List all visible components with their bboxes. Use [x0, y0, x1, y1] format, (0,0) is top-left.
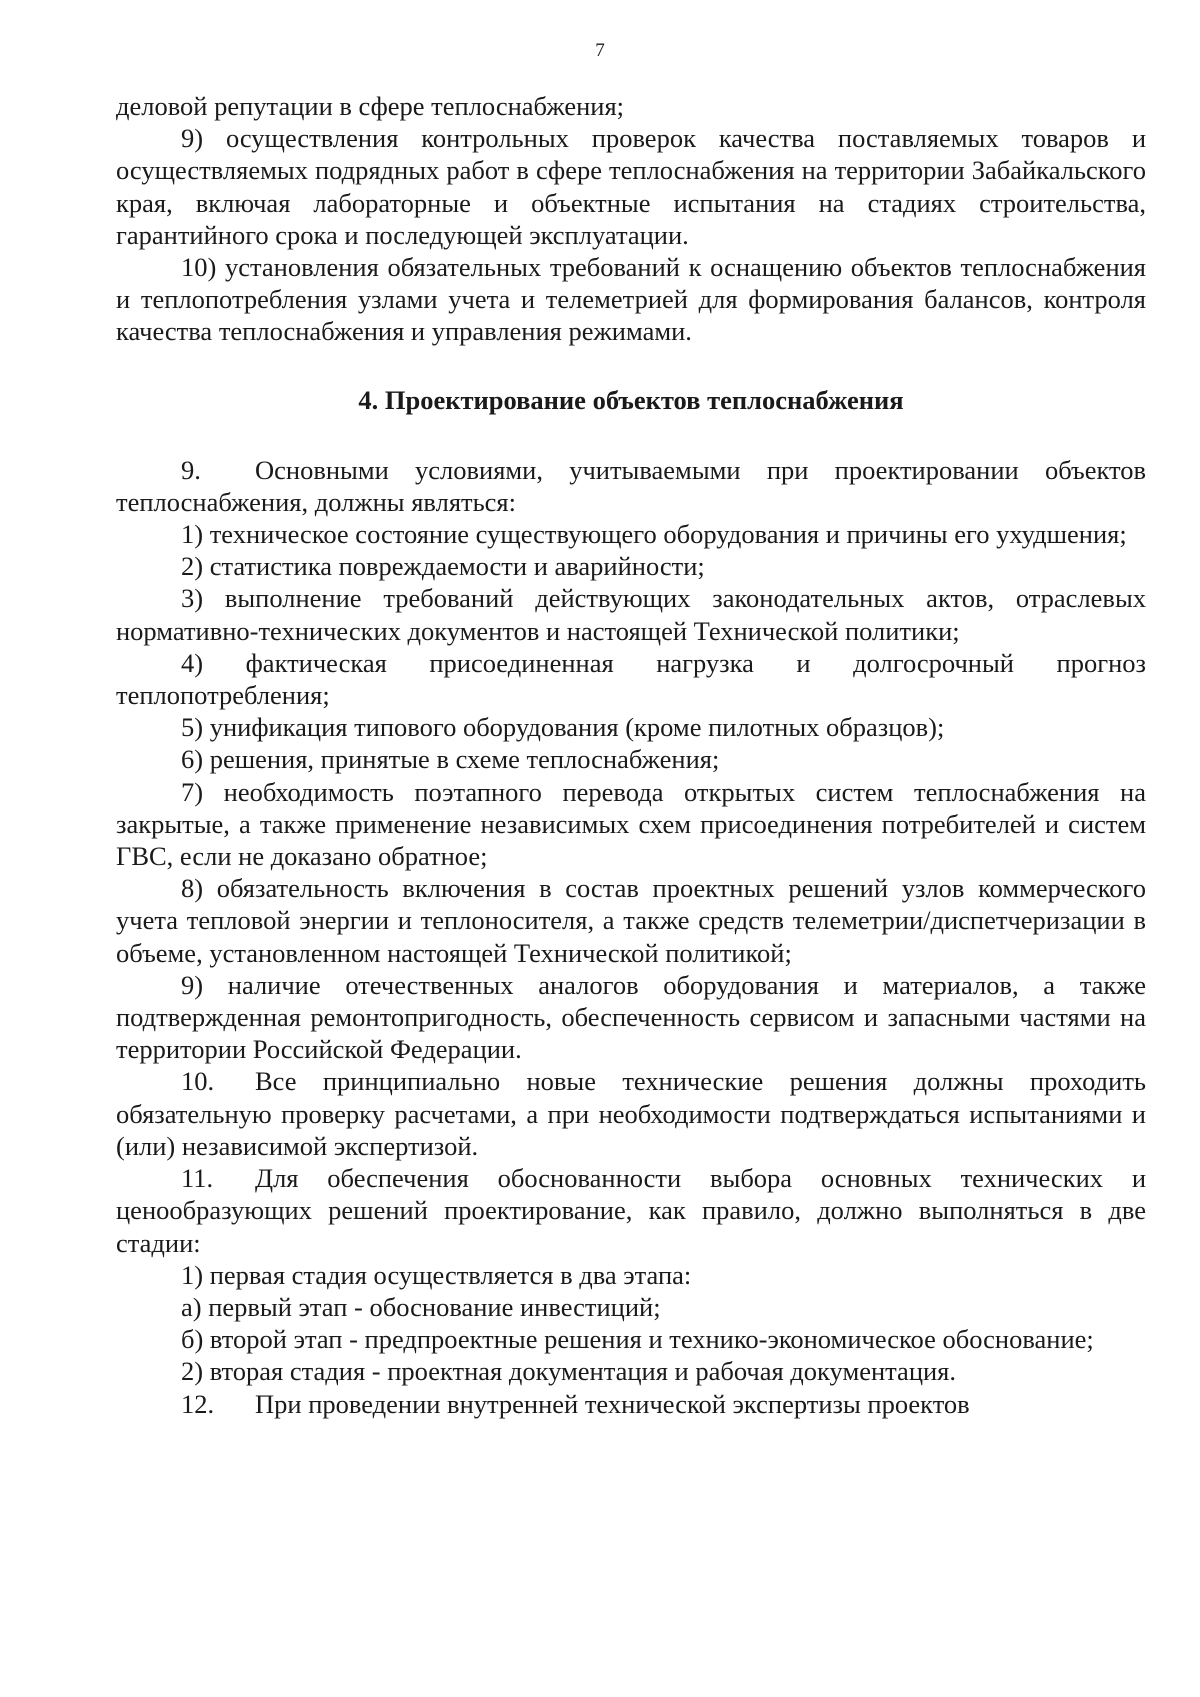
- paragraph-number: 11.: [181, 1163, 214, 1194]
- paragraph-number: 10.: [181, 1066, 215, 1097]
- paragraph-text: Основными условиями, учитываемыми при проектировании объектов теплоснабжения, должны являться:: [116, 454, 1146, 517]
- paragraph: [116, 90, 1146, 122]
- paragraph: [116, 743, 1146, 775]
- paragraph-text: 1) первая стадия осуществляется в два этапа:: [181, 1259, 692, 1290]
- paragraph: [116, 776, 1146, 873]
- paragraph-text: 7) необходимость поэтапного перевода открытых систем теплоснабжения на закрытые, а также применение независимых схем присоединения потребителей и систем ГВС, если не доказано обратное;: [116, 776, 1146, 872]
- paragraph-text: 1) техническое состояние существующего оборудования и причины его ухудшения;: [181, 519, 1127, 550]
- paragraph: [116, 1323, 1146, 1355]
- paragraph: [116, 1355, 1146, 1387]
- document-body: [116, 90, 1146, 1420]
- paragraph: [116, 1065, 1146, 1162]
- paragraph: [116, 1259, 1146, 1291]
- intro-section: [116, 90, 1146, 348]
- paragraph: [116, 550, 1146, 582]
- paragraph: [116, 122, 1146, 251]
- paragraph-text: 6) решения, принятые в схеме теплоснабжения;: [181, 744, 720, 775]
- paragraph-text: 9) осуществления контрольных проверок качества поставляемых товаров и осуществляемых подрядных работ в сфере теплоснабжения на территории Забайкальского края, включая лабораторные и объектные испытания на стадиях строительства, гарантийного срока и последующей эксплуатации.: [116, 123, 1146, 250]
- paragraph-text: 2) вторая стадия - проектная документация и рабочая документация.: [181, 1356, 956, 1387]
- paragraph-text: 10) установления обязательных требований к оснащению объектов теплоснабжения и теплопотребления узлами учета и телеметрией для формирования балансов, контроля качества теплоснабжения и управления режимами.: [116, 252, 1146, 347]
- paragraph: [116, 711, 1146, 743]
- paragraph: [116, 1291, 1146, 1323]
- paragraph: [116, 647, 1146, 711]
- paragraph-text: 8) обязательность включения в состав проектных решений узлов коммерческого учета тепловой энергии и теплоносителя, а также средств телеметрии/диспетчеризации в объеме, установленном настоящей Технической политикой;: [116, 873, 1146, 968]
- paragraph: [116, 969, 1146, 1066]
- paragraph: [116, 454, 1146, 518]
- paragraph-number: 12.: [181, 1388, 215, 1419]
- page-number: 7: [595, 40, 605, 61]
- paragraph: [116, 518, 1146, 550]
- paragraph-text: б) второй этап - предпроектные решения и технико-экономическое обоснование;: [181, 1324, 1094, 1355]
- paragraph-text: 2) статистика повреждаемости и аварийности;: [181, 551, 705, 582]
- paragraph: [116, 582, 1146, 646]
- paragraph-text: 5) унификация типового оборудования (кроме пилотных образцов);: [181, 712, 945, 743]
- paragraph-text: а) первый этап - обоснование инвестиций;: [181, 1291, 661, 1322]
- paragraph-number: 9.: [181, 454, 201, 485]
- paragraph-text: деловой репутации в сфере теплоснабжения;: [116, 91, 625, 121]
- section-body: [116, 454, 1146, 1420]
- paragraph-text: При проведении внутренней технической экспертизы проектов: [255, 1388, 970, 1419]
- paragraph-text: 4) фактическая присоединенная нагрузка и долгосрочный прогноз теплопотребления;: [116, 647, 1146, 711]
- paragraph: [116, 251, 1146, 348]
- paragraph-text: 3) выполнение требований действующих законодательных актов, отраслевых нормативно-технических документов и настоящей Технической политики;: [116, 583, 1146, 646]
- paragraph: [116, 1162, 1146, 1259]
- paragraph-text: Для обеспечения обоснованности выбора основных технических и ценообразующих решений проектирование, как правило, должно выполняться в две стадии:: [116, 1163, 1146, 1258]
- paragraph: [116, 872, 1146, 969]
- paragraph-text: 9) наличие отечественных аналогов оборудования и материалов, а также подтвержденная ремонтопригодность, обеспеченность сервисом и запасными частями на территории Российской Федерации.: [116, 969, 1146, 1065]
- paragraph: [116, 1388, 1146, 1420]
- paragraph-text: Все принципиально новые технические решения должны проходить обязательную проверку расчетами, а при необходимости подтверждаться испытаниями и (или) независимой экспертизой.: [116, 1066, 1146, 1161]
- section-heading: 4. Проектирование объектов теплоснабжения: [358, 384, 904, 415]
